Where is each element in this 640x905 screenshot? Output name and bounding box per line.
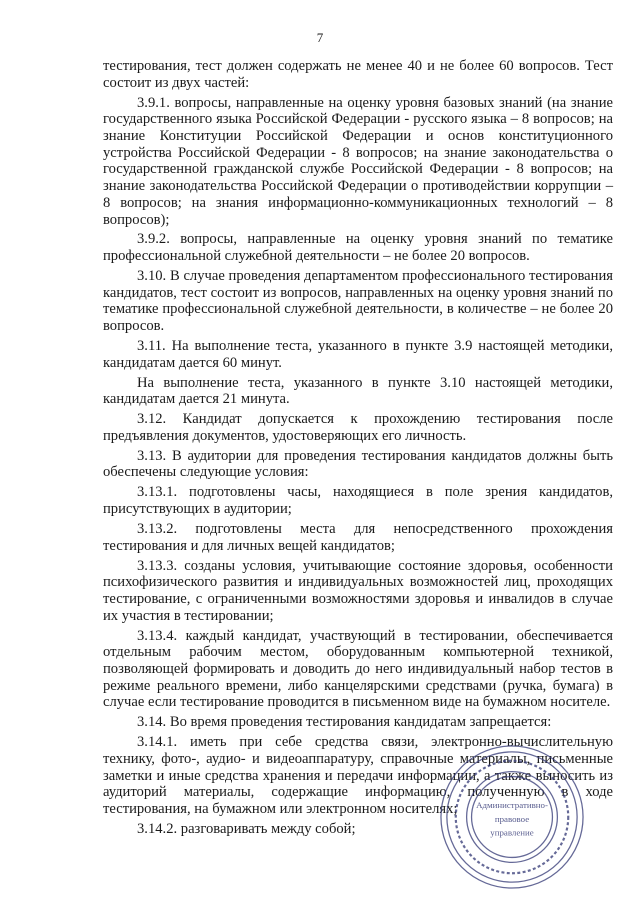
stamp-text-line-3: управление (490, 827, 534, 838)
paragraph: 3.14. Во время проведения тестирования кандидатам запрещается: (137, 714, 552, 731)
stamp-text-line-2: правовое (494, 813, 530, 824)
paragraph: 3.13. В аудитории для проведения тестирования кандидатов должны быть обеспечены следующие условия: (103, 447, 613, 481)
page-number: 7 (316, 30, 324, 45)
paragraph: 3.10. В случае проведения департаментом профессионального тестирования кандидатов, тест состоит из вопросов, направленных на оценку уровня знаний по тематике профессиональной служебной деятельности, в количестве – не более 20 вопросов. (103, 268, 613, 335)
seal-stamp (438, 743, 586, 891)
document-body (103, 58, 613, 841)
paragraph: 3.13.1. подготовлены часы, находящиеся в поле зрения кандидатов, присутствующих в аудитории; (103, 484, 613, 518)
paragraph: 3.12. Кандидат допускается к прохождению тестирования после предъявления документов, удостоверяющих его личность. (103, 411, 613, 444)
paragraph: 3.11. На выполнение теста, указанного в пункте 3.9 настоящей методики, кандидатам дается 60 минут. (103, 338, 613, 371)
paragraph: 3.9.1. вопросы, направленные на оценку уровня базовых знаний (на знание государственного языка Российской Федерации - русского языка – 8 вопросов; на знание Конституции Российской Федерации и основ конституционного устройства Российской Федерации - 8 вопросов; на знание законодательства о государственной гражданской службе Российской Федерации - 8 вопросов; на знание законодательства Российской Федерации о противодействии коррупции – 8 вопросов; на знания информационно-коммуникационных технологий – 8 вопросов); (103, 94, 613, 228)
paragraph: 3.14.2. разговаривать между собой; (137, 820, 356, 837)
stamp-text-line-1: Административно- (476, 800, 548, 811)
paragraph: 3.14.1. иметь при себе средства связи, электронно-вычислительную технику, фото-, аудио- и видеоаппаратуру, справочные материалы, письменные заметки и иные средства хранения и передачи информации, а также выносить из аудиторий материалы, содержащие информацию, полученную в ходе тестирования, на бумажном или электронном носителях; (103, 734, 613, 817)
paragraph: 3.9.2. вопросы, направленные на оценку уровня знаний по тематике профессиональной служебной деятельности – не более 20 вопросов. (103, 231, 613, 265)
paragraph: На выполнение теста, указанного в пункте 3.10 настоящей методики, кандидатам дается 21 минута. (103, 374, 613, 408)
paragraph: 3.13.4. каждый кандидат, участвующий в тестировании, обеспечивается отдельным рабочим местом, оборудованным компьютерной техникой, позволяющей формировать и доводить до него индивидуальный набор тестов в режиме реального времени, либо канцелярскими средствами (ручка, бумага) в случае если тестирование проводится в письменном виде на бумажном носителе. (103, 627, 613, 711)
paragraph: 3.13.3. созданы условия, учитывающие состояние здоровья, особенности психофизического развития и индивидуальных возможностей лиц, проходящих тестирование, с ограниченными возможностями здоровья и инвалидов в случае их участия в тестировании; (103, 557, 613, 624)
paragraph: 3.13.2. подготовлены места для непосредственного прохождения тестирования и для личных вещей кандидатов; (103, 520, 613, 554)
paragraph: тестирования, тест должен содержать не менее 40 и не более 60 вопросов. Тест состоит из двух частей: (103, 58, 613, 91)
